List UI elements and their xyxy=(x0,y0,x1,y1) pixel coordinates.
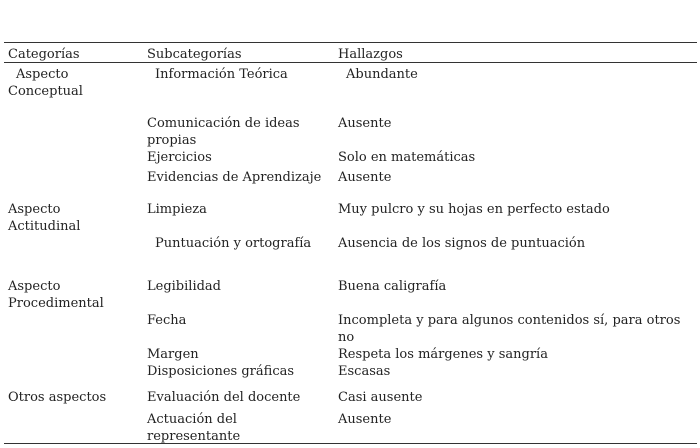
subcategory-cell: Evidencias de Aprendizaje xyxy=(147,170,322,185)
category-cell: Aspecto Procedimental xyxy=(8,279,104,311)
finding-cell: Respeta los márgenes y sangría xyxy=(338,347,548,362)
findings-table xyxy=(4,42,697,444)
subcategory-cell: Margen xyxy=(147,347,199,362)
finding-cell: Muy pulcro y su hojas en perfecto estado xyxy=(338,202,610,217)
subcategory-cell: Información Teórica xyxy=(155,67,288,82)
subcategory-cell: Limpieza xyxy=(147,202,207,217)
finding-cell: Incompleta y para algunos contenidos sí, para otros no xyxy=(338,313,681,345)
column-header-subcategorias: Subcategorías xyxy=(147,47,242,62)
category-cell: Otros aspectos xyxy=(8,390,107,405)
finding-cell: Ausencia de los signos de puntuación xyxy=(338,236,586,251)
subcategory-cell: Disposiciones gráficas xyxy=(147,364,295,379)
subcategory-cell: Actuación del representante xyxy=(147,412,241,444)
column-header-categorias: Categorías xyxy=(8,47,80,62)
finding-cell: Ausente xyxy=(338,116,392,131)
subcategory-cell: Ejercicios xyxy=(147,150,212,165)
subcategory-cell: Comunicación de ideas propias xyxy=(147,116,300,148)
finding-cell: Abundante xyxy=(346,67,418,82)
finding-cell: Ausente xyxy=(338,412,392,427)
finding-cell: Solo en matemáticas xyxy=(338,150,476,165)
finding-cell: Escasas xyxy=(338,364,391,379)
subcategory-cell: Puntuación y ortografía xyxy=(155,236,312,251)
column-header-hallazgos: Hallazgos xyxy=(338,47,403,62)
category-cell: Aspecto Actitudinal xyxy=(8,202,81,234)
subcategory-cell: Fecha xyxy=(147,313,187,328)
subcategory-cell: Legibilidad xyxy=(147,279,221,294)
subcategory-cell: Evaluación del docente xyxy=(147,390,301,405)
finding-cell: Ausente xyxy=(338,170,392,185)
finding-cell: Buena caligrafía xyxy=(338,279,447,294)
category-cell: Aspecto Conceptual xyxy=(8,67,83,99)
finding-cell: Casi ausente xyxy=(338,390,423,405)
